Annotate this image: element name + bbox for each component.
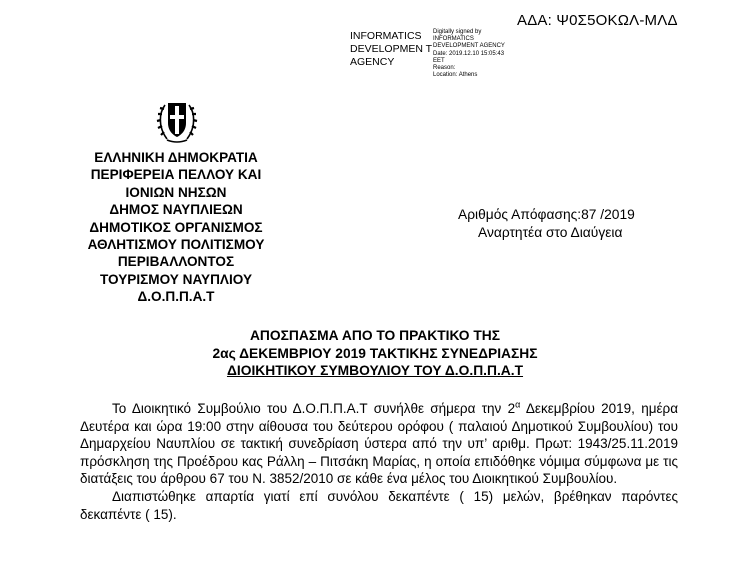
- ada-code: ΑΔΑ: Ψ0Σ5ΟΚΩΛ-ΜΛΔ: [517, 12, 678, 29]
- signature-line: EET: [433, 57, 445, 64]
- authority-line: ΠΕΡΙΦΕΡΕΙΑ ΠΕΛΛΟΥ ΚΑΙ: [90, 167, 262, 183]
- decision-number: Αριθμός Απόφασης:87 /2019: [458, 207, 635, 222]
- title-line-3: ΔΙΟΙΚΗΤΙΚΟΥ ΣΥΜΒΟΥΛΙΟΥ ΤΟΥ Δ.Ο.Π.Π.Α.Τ: [226, 363, 524, 379]
- paragraph-1-rest: Δεκεμβρίου 2019, ημέρα Δευτέρα και ώρα 19:00 στην αίθουσα του δεύτερου ορόφου ( παλαιού Δημοτικού Συμβουλίου) του Δημαρχείου Ναυπλίου σε τακτική συνεδρίαση ύστερα από την υπ’ αριθμ. Πρωτ: 1943/25.11.2019 πρόσκληση της Προέδρου κας Ράλλη – Πιτσάκη Μαρίας, η οποία επιδόθηκε νόμιμα σύμφωνα με τις διατάξεις του άρθρου 67 του Ν. 3852/2010 σε κάθε ένα μέλος του Διοικητικού Συμβουλίου.: [80, 401, 679, 487]
- signature-line: Location: Athens: [433, 72, 478, 79]
- document-body: [80, 400, 678, 523]
- title-line-2: 2ας ΔΕΚΕΜΒΡΙΟΥ 2019 ΤΑΚΤΙΚΗΣ ΣΥΝΕΔΡΙΑΣΗΣ: [212, 345, 538, 361]
- authority-line: Δ.Ο.Π.Π.Α.Τ: [137, 289, 215, 305]
- signer-name: INFORMATICS DEVELOPMEN T AGENCY: [350, 30, 432, 68]
- issuing-authority: [40, 149, 312, 306]
- authority-line: ΔΗΜΟΣ ΝΑΥΠΛΙΕΩΝ: [109, 202, 243, 218]
- signature-line: INFORMATICS: [433, 36, 474, 43]
- paragraph-1-start: Το Διοικητικό Συμβούλιο του Δ.Ο.Π.Π.Α.Τ συνήλθε σήμερα την 2: [112, 401, 516, 416]
- authority-line: ΑΘΛΗΤΙΣΜΟΥ ΠΟΛΙΤΙΣΜΟΥ: [87, 237, 265, 253]
- body-paragraph-2: Διαπιστώθηκε απαρτία γιατί επί συνόλου δεκαπέντε ( 15) μελών, βρέθηκαν παρόντες δεκαπέντε ( 15).: [80, 488, 678, 522]
- signature-line: Digitally signed by: [433, 29, 482, 35]
- signature-details: [433, 29, 553, 79]
- authority-line: ΙΟΝΙΩΝ ΝΗΣΩΝ: [125, 184, 227, 200]
- greek-coat-of-arms-icon: [155, 97, 199, 145]
- posting-note: Αναρτητέα στο Διαύγεια: [478, 225, 623, 240]
- signature-line: DEVELOPMENT AGENCY: [433, 43, 505, 50]
- authority-line: ΤΟΥΡΙΣΜΟΥ ΝΑΥΠΛΙΟΥ: [99, 271, 253, 287]
- ordinal-superscript: α: [515, 399, 521, 410]
- document-title: [0, 327, 750, 380]
- body-paragraph-1: [80, 400, 678, 488]
- signature-line: Date: 2019.12.10 15:05:43: [433, 50, 505, 57]
- authority-line: ΕΛΛΗΝΙΚΗ ΔΗΜΟΚΡΑΤΙΑ: [94, 150, 258, 165]
- title-line-1: ΑΠΟΣΠΑΣΜΑ ΑΠΟ ΤΟ ΠΡΑΚΤΙΚΟ ΤΗΣ: [249, 328, 501, 343]
- authority-line: ΔΗΜΟΤΙΚΟΣ ΟΡΓΑΝΙΣΜΟΣ: [89, 219, 263, 235]
- authority-line: ΠΕΡΙΒΑΛΛΟΝΤΟΣ: [117, 254, 235, 270]
- signature-line: Reason:: [433, 65, 456, 72]
- decision-info: [458, 206, 635, 242]
